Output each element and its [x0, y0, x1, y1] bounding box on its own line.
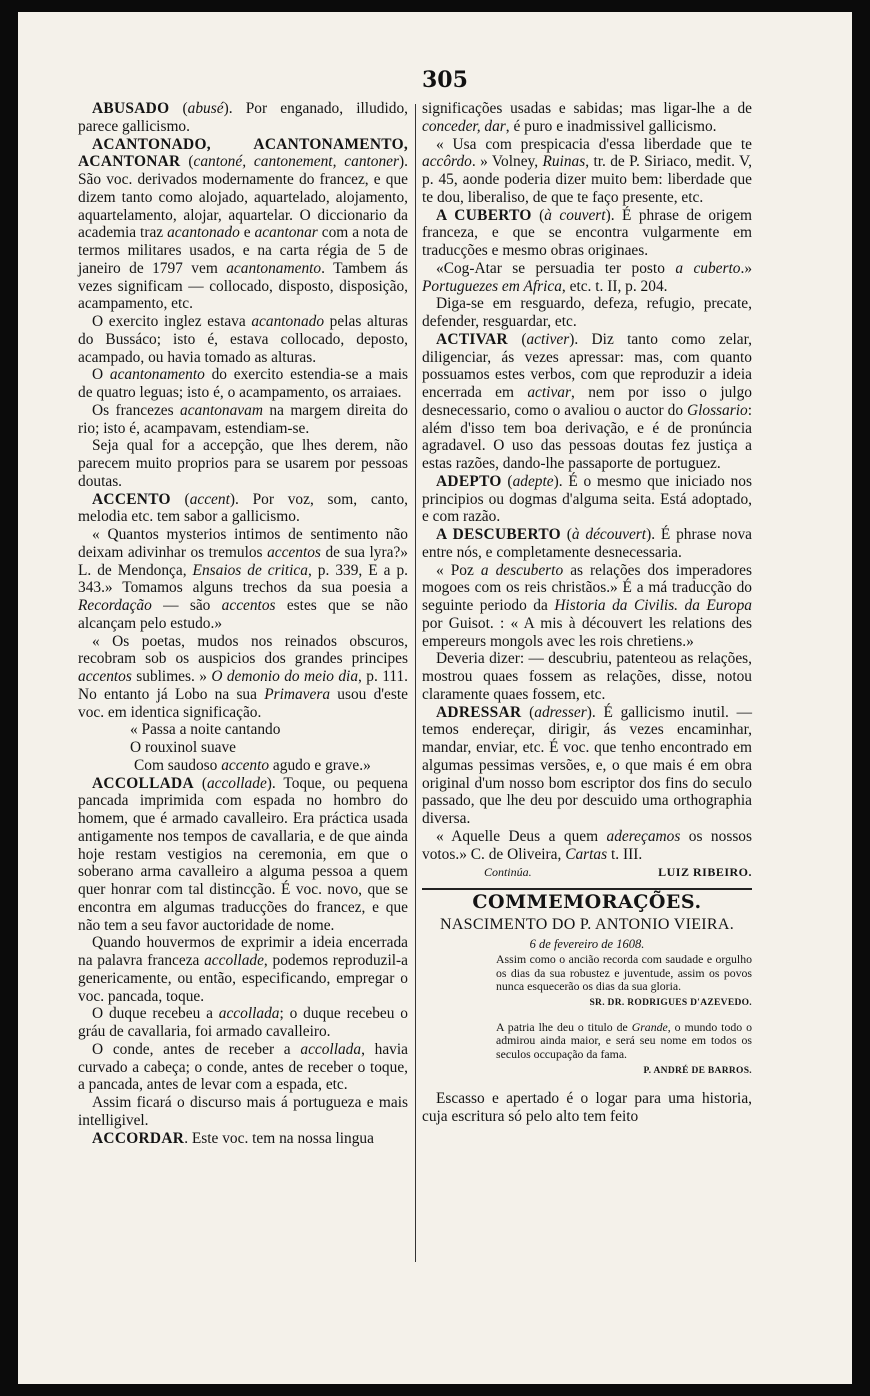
- right-paragraph: A CUBERTO (à couvert). É phrase de origem franceza, e que se encontra vulgarmente em traducções e mesmo obras originaes.: [422, 206, 752, 259]
- left-paragraph: Quando houvermos de exprimir a ideia encerrada na palavra franceza accollade, podemos reproduzil-a genericamente, ou então, especificando, empregar o voc. pancada, toque.: [78, 934, 408, 1005]
- left-paragraph: Assim ficará o discurso mais á portugueza e mais intelligivel.: [78, 1094, 408, 1129]
- commemoracoes-title: COMMEMORAÇÕES.: [472, 891, 702, 913]
- right-paragraph: ADRESSAR (adresser). É gallicismo inutil. — temos endereçar, dirigir, ás vezes encaminhar, mandar, enviar, etc. É voc. que tenho encontrado em algumas pessimas versões, e, o que mais é em obra original d'um nosso bom escriptor dos fins do seculo passado, que lhe deu por descuido uma orthographia diversa.: [422, 703, 752, 827]
- left-paragraph: ACANTONADO, ACANTONAMENTO, ACANTONAR (cantoné, cantonement, cantoner). São voc. derivados modernamente do francez, e que dizem tanto como alojado, aquartelado, alojamento, aquartelamento, alojar, aquartelar. O diccionario da academia traz acantonado e acantonar com a nota de termos militares usados, e na carta régia de 5 de janeiro de 1797 vem acantonamento. Tambem ás vezes significam — collocado, disposto, disposição, acampamento, etc.: [78, 135, 409, 313]
- book-page: [18, 12, 852, 1384]
- left-paragraph: O exercito inglez estava acantonado pelas alturas do Bussáco; isto é, estava collocado, deposto, acampado, ou havia tomado as alturas.: [78, 313, 408, 366]
- right-paragraph: « Usa com prespicacia d'essa liberdade que te accôrdo. » Volney, Ruinas, tr. de P. Siriaco, medit. V, p. 45, aonde poderia dizer muito bem: liberdade que te dou, liberaliso, de que te faço presente, etc.: [422, 135, 752, 206]
- left-paragraph: O acantonamento do exercito estendia-se a mais de quatro leguas; isto é, o acampamento, os arraiaes.: [78, 366, 408, 401]
- right-paragraph: Deveria dizer: — descubriu, patenteou as relações, mostrou quaes fossem as relações, disse, notou claramente quaes fossem, etc.: [422, 650, 752, 703]
- right-paragraph: ACTIVAR (activer). Diz tanto como zelar, diligenciar, ás vezes apressar: mas, com quanto possuamos estes verbos, com que reproduzir a ideia encerrada em activar, nem por isso o julgo desnecessario, como o avaliou o auctor do Glossario: além d'isso tem boa derivação, e é de pronúncia agradavel. O uso das pessoas doutas fez justiça a estas razões, dando-lhe passaporte de portuguez.: [422, 330, 752, 472]
- left-paragraph: « Quantos mysterios intimos de sentimento não deixam adivinhar os tremulos accentos de sua lyra?» L. de Mendonça, Ensaios de critica, p. 339, E a p. 343.» Tomamos alguns trechos da sua poesia a Recordação — são accentos estes que se não alcançam pelo estudo.»: [78, 526, 408, 632]
- commemoracoes-text: Escasso e apertado é o logar para uma historia, cuja escritura só pelo alto tem feito: [422, 1090, 752, 1126]
- signoff: [422, 863, 752, 882]
- page-number: 305: [422, 67, 468, 93]
- right-paragraph: «Cog-Atar se persuadia ter posto a cuberto.» Portuguezes em Africa, etc. t. II, p. 204.: [422, 259, 753, 295]
- continua-label: Continúa.: [483, 865, 532, 880]
- left-paragraph: ACCORDAR. Este voc. tem na nossa lingua: [92, 1129, 374, 1147]
- right-paragraph: « Aquelle Deus a quem adereçamos os nossos votos.» C. de Oliveira, Cartas t. III.: [422, 827, 752, 863]
- author-signature: LUIZ RIBEIRO.: [658, 865, 752, 880]
- right-paragraph: significações usadas e sabidas; mas ligar-lhe a de conceder, dar, é puro e inadmissivel gallicismo.: [422, 100, 752, 135]
- left-paragraph: O conde, antes de receber a accollada, havia curvado a cabeça; o conde, antes de receber o toque, a pancada, antes de levar com a espada, etc.: [78, 1040, 408, 1094]
- epigraph-2: A patria lhe deu o titulo de Grande, o mundo todo o admirou ainda maior, e será seu nome em todos os seculos occupação da fama.: [496, 1019, 752, 1061]
- right-column-entries: [422, 100, 752, 863]
- left-paragraph: « Os poetas, mudos nos reinados obscuros, recobram sob os auspicios dos grandes principes accentos sublimes. » O demonio do meio dia, p. 111. No entanto já Lobo na sua Primavera usou d'este voc. em identica significação.: [78, 632, 408, 721]
- right-paragraph: Diga-se em resguardo, defeza, refugio, precate, defender, resguardar, etc.: [422, 295, 752, 330]
- column-divider: [415, 104, 416, 1262]
- commemoracoes-date: 6 de fevereiro de 1608.: [529, 936, 645, 951]
- left-paragraph: O duque recebeu a accollada; o duque recebeu o gráu de cavallaria, foi armado cavalleiro.: [78, 1005, 408, 1040]
- left-paragraph: ACCENTO (accent). Por voz, som, canto, melodia etc. tem sabor a gallicismo.: [78, 490, 408, 526]
- epigraph-1-signature: SR. DR. RODRIGUES D'AZEVEDO.: [589, 998, 752, 1009]
- left-paragraph: O rouxinol suave: [130, 739, 237, 756]
- right-column: [422, 100, 752, 1126]
- right-paragraph: A DESCUBERTO (à découvert). É phrase nova entre nós, e completamente desnecessaria.: [422, 526, 752, 561]
- left-paragraph: Os francezes acantonavam na margem direita do rio; isto é, acampavam, estendiam-se.: [78, 401, 408, 437]
- epigraph-1: Assim como o ancião recorda com saudade e orgulho os dias da sua robustez e juventude, assim os povos nunca esquecerão os dias da sua gloria.: [496, 952, 752, 994]
- left-column: [78, 100, 408, 1147]
- section-rule: [422, 888, 752, 890]
- epigraph-2-signature: P. ANDRÉ DE BARROS.: [643, 1065, 752, 1076]
- left-paragraph: ABUSADO (abusé). Por enganado, illudido, parece gallicismo.: [78, 100, 408, 135]
- right-paragraph: ADEPTO (adepte). É o mesmo que iniciado nos principios ou dogmas d'alguma seita. Está adoptado, e com razão.: [422, 472, 752, 526]
- left-paragraph: Com saudoso accento agudo e grave.»: [134, 756, 371, 774]
- right-paragraph: « Poz a descuberto as relações dos imperadores mogoes com os reis christãos.» É a má traducção do seguinte periodo da Historia da Civilis. da Europa por Guisot. : « A mis à découvert les relations des empereurs mongols avec les rois chretiens.»: [422, 561, 753, 650]
- commemoracoes-subtitle: NASCIMENTO DO P. ANTONIO VIEIRA.: [439, 915, 735, 933]
- left-paragraph: ACCOLLADA (accollade). Toque, ou pequena pancada imprimida com espada no hombro do homem, que é armado cavalleiro. Era práctica usada antigamente nos tempos de cavallaria, e de que ainda hoje restam vestigios na ceremonia, em que o soberano arma cavalleiro a alguma pessoa a quem quer honrar com tal distincção. É voc. novo, que se encontra em algumas traducções do francez, e que não tem a seu favor auctoridade de nome.: [78, 774, 408, 934]
- left-paragraph: « Passa a noite cantando: [130, 721, 281, 739]
- left-paragraph: Seja qual for a accepção, que lhes derem, não parecem muito proprios para se usarem por pessoas doutas.: [78, 437, 408, 490]
